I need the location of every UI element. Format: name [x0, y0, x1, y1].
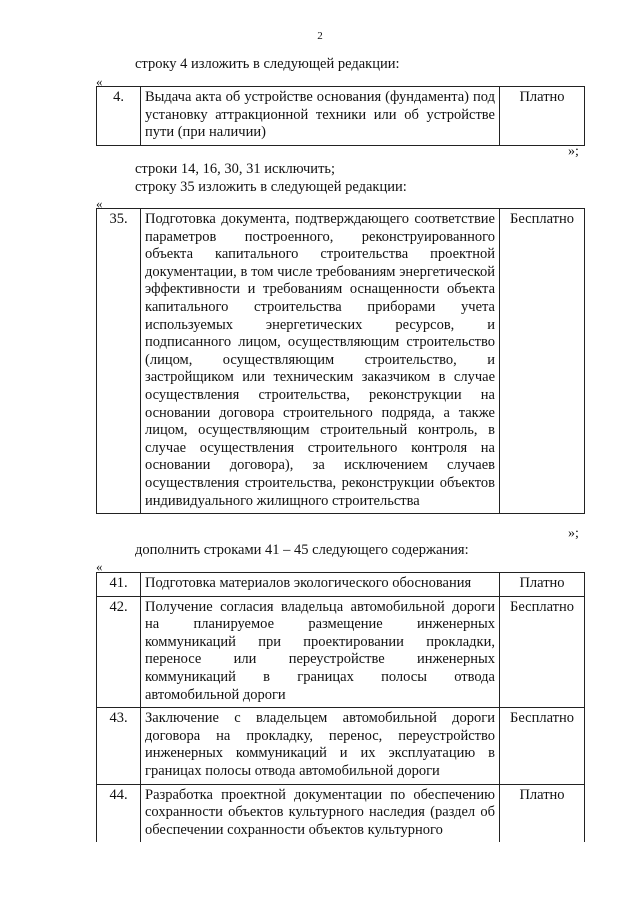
amendment-table-row-35	[96, 208, 585, 514]
amendment-table-rows-41-45	[96, 572, 585, 842]
open-quote: «	[96, 559, 103, 574]
service-price: Бесплатно	[500, 708, 585, 784]
table-row	[97, 209, 585, 514]
service-price: Бесплатно	[500, 596, 585, 708]
close-quote: »;	[568, 526, 579, 541]
open-quote: «	[96, 196, 103, 211]
row-number: 44.	[97, 784, 141, 842]
service-price: Бесплатно	[500, 209, 585, 514]
service-description: Подготовка материалов экологического обоснования	[141, 573, 500, 597]
row-number: 35.	[97, 209, 141, 514]
instruction-row-4: строку 4 изложить в следующей редакции:	[135, 56, 400, 72]
table-row	[97, 708, 585, 784]
close-quote: »;	[568, 144, 579, 159]
service-price: Платно	[500, 784, 585, 842]
row-number: 4.	[97, 87, 141, 146]
row-number: 43.	[97, 708, 141, 784]
table-row	[97, 573, 585, 597]
instruction-add-rows: дополнить строками 41 – 45 следующего содержания:	[135, 542, 469, 558]
service-description: Получение согласия владельца автомобильной дороги на планируемое размещение инженерных коммуникаций при проектировании прокладки, переносе или переустройстве инженерных коммуникаций в границах полосы отвода автомобильной дороги	[141, 596, 500, 708]
service-description: Подготовка документа, подтверждающего соответствие параметров построенного, реконструированного объекта капитального строительства проектной документации, в том числе требованиям энергетической эффективности и требованиям оснащенности объекта капитального строительства приборами учета используемых энергетических ресурсов, и подписанного лицом, осуществляющим строительство (лицом, осуществляющим строительство, и застройщиком или техническим заказчиком в случае осуществления строительства, реконструкции на основании договора строительного подряда, а также лицом, осуществляющим строительный контроль, в случае осуществления строительного контроля на основании договора), за исключением случаев осуществления строительства, реконструкции объектов индивидуального жилищного строительства	[141, 209, 500, 514]
instruction-remove-rows: строки 14, 16, 30, 31 исключить;	[135, 161, 336, 177]
table-row	[97, 596, 585, 708]
service-description: Разработка проектной документации по обеспечению сохранности объектов культурного наследия (раздел об обеспечении сохранности объектов культурного	[141, 784, 500, 842]
row-number: 42.	[97, 596, 141, 708]
instruction-row-35: строку 35 изложить в следующей редакции:	[135, 179, 407, 195]
service-price: Платно	[500, 87, 585, 146]
table-row	[97, 87, 585, 146]
page-number: 2	[317, 30, 323, 42]
row-number: 41.	[97, 573, 141, 597]
table-row	[97, 784, 585, 842]
service-description: Заключение с владельцем автомобильной дороги договора на прокладку, перенос, переустройство инженерных коммуникаций и их эксплуатацию в границах полосы отвода автомобильной дороги	[141, 708, 500, 784]
open-quote: «	[96, 74, 103, 89]
amendment-table-row-4	[96, 86, 585, 146]
service-description: Выдача акта об устройстве основания (фундамента) под установку аттракционной техники или об устройстве пути (при наличии)	[141, 87, 500, 146]
service-price: Платно	[500, 573, 585, 597]
